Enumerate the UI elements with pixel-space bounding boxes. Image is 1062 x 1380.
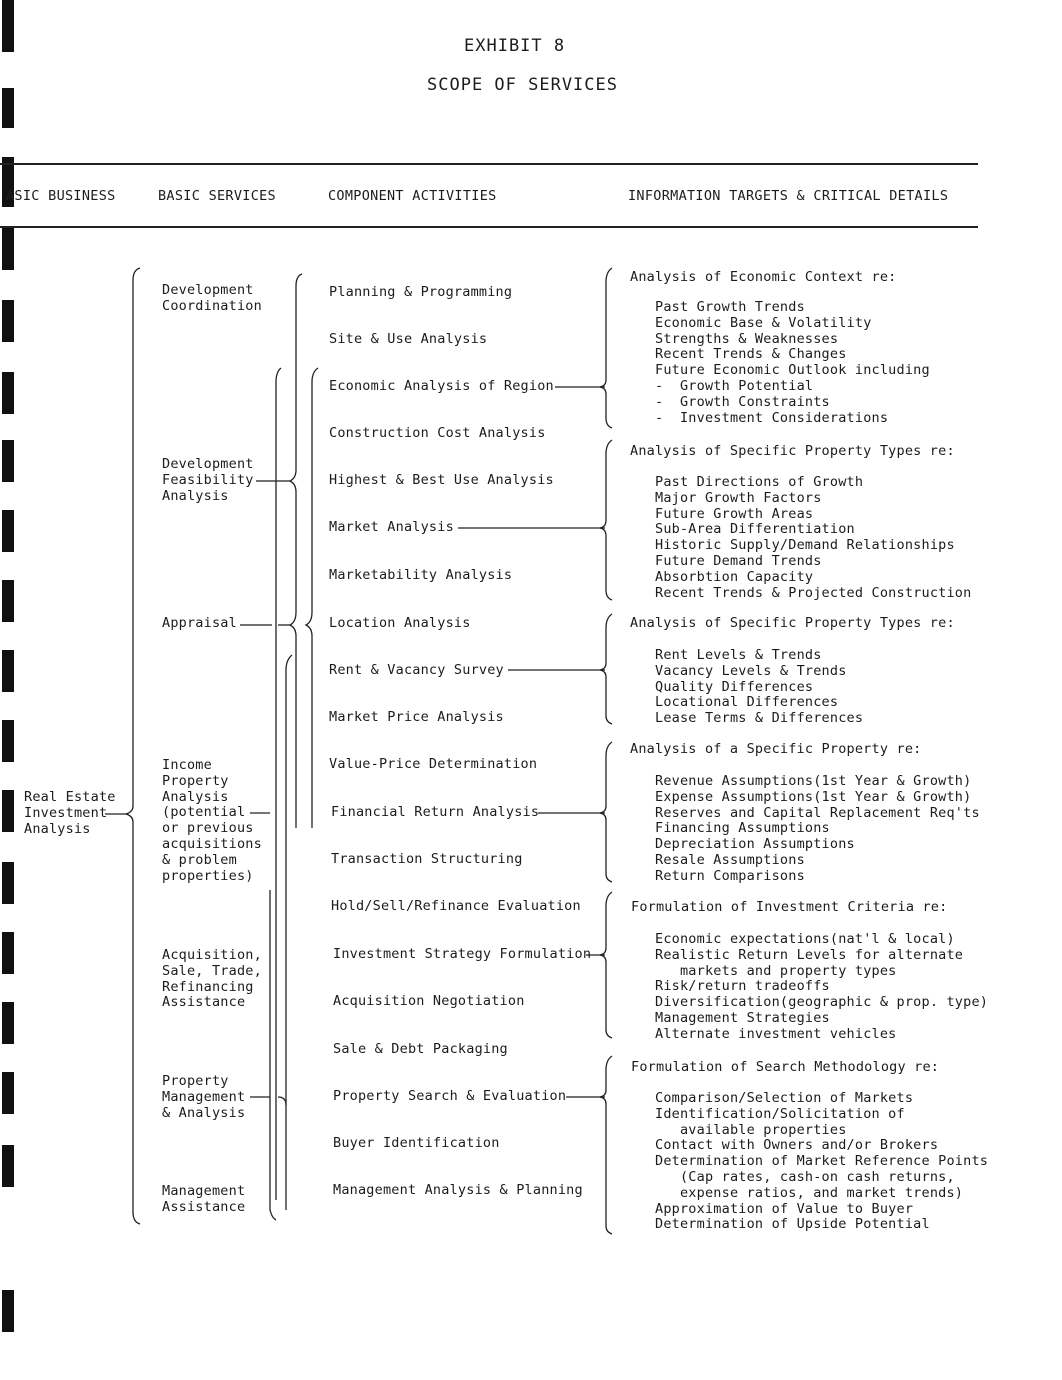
activity-item: Rent & Vacancy Survey (329, 662, 504, 678)
basic-service-income-property: Income Property Analysis (potential or previous acquisitions & problem properties) (162, 757, 262, 884)
activity-item: Economic Analysis of Region (329, 378, 554, 394)
header-component-activities: COMPONENT ACTIVITIES (328, 188, 497, 204)
activity-item: Location Analysis (329, 615, 471, 631)
info-details-search-methodology: Comparison/Selection of Markets Identification/Solicitation of available properties Contact with Owners and/or Brokers Determination of Market Reference Points (Cap rates, cash-on cash returns, expense ratios, and market trends) Approximation of Value to Buyer Determination of Upside Potential (655, 1090, 989, 1233)
activity-item: Transaction Structuring (331, 851, 523, 867)
activity-item: Site & Use Analysis (329, 331, 488, 347)
activity-item: Planning & Programming (329, 284, 513, 300)
info-heading-specific-property: Analysis of a Specific Property re: (630, 741, 922, 757)
activity-item: Construction Cost Analysis (329, 425, 546, 441)
activity-item: Investment Strategy Formulation (333, 946, 592, 962)
activity-item: Sale & Debt Packaging (333, 1041, 508, 1057)
info-details-specific-property: Revenue Assumptions(1st Year & Growth) Expense Assumptions(1st Year & Growth) Reserves and Capital Replacement Req'ts Financing Assumptions Depreciation Assumptions Resale Assumptions Return Comparisons (655, 773, 980, 884)
activity-item: Property Search & Evaluation (333, 1088, 567, 1104)
info-heading-search-methodology: Formulation of Search Methodology re: (631, 1059, 940, 1075)
header-basic-business: ASIC BUSINESS (6, 188, 116, 204)
basic-business-label: Real Estate Investment Analysis (24, 789, 116, 837)
info-heading-property-types-rent: Analysis of Specific Property Types re: (630, 615, 955, 631)
basic-service-acquisition: Acquisition, Sale, Trade, Refinancing Assistance (162, 947, 262, 1011)
basic-service-property-management: Property Management & Analysis (162, 1073, 246, 1121)
exhibit-title: EXHIBIT 8 (464, 36, 566, 56)
info-heading-investment-criteria: Formulation of Investment Criteria re: (631, 899, 948, 915)
activity-item: Buyer Identification (333, 1135, 500, 1151)
info-details-property-types-growth: Past Directions of Growth Major Growth Factors Future Growth Areas Sub-Area Differentiation Historic Supply/Demand Relationships Future Demand Trends Absorbtion Capacity Recent Trends & Projected Construction (655, 474, 972, 601)
basic-service-management-assistance: Management Assistance (162, 1183, 246, 1215)
activity-item: Market Analysis (329, 519, 454, 535)
activity-item: Value-Price Determination (329, 756, 538, 772)
activity-item: Acquisition Negotiation (333, 993, 525, 1009)
basic-service-development-coordination: Development Coordination (162, 282, 262, 314)
header-basic-services: BASIC SERVICES (158, 188, 276, 204)
activity-item: Market Price Analysis (329, 709, 504, 725)
info-details-investment-criteria: Economic expectations(nat'l & local) Realistic Return Levels for alternate markets and property types Risk/return tradeoffs Diversification(geographic & prop. type) Management Strategies Alternate investment vehicles (655, 931, 989, 1042)
exhibit-subtitle: SCOPE OF SERVICES (427, 75, 618, 95)
activity-item: Management Analysis & Planning (333, 1182, 583, 1198)
info-heading-economic-context: Analysis of Economic Context re: (630, 269, 897, 285)
info-details-economic-context: Past Growth Trends Economic Base & Volatility Strengths & Weaknesses Recent Trends & Changes Future Economic Outlook including - Growth Potential - Growth Constraints - Investment Considerations (655, 299, 930, 426)
activity-item: Marketability Analysis (329, 567, 513, 583)
activity-item: Highest & Best Use Analysis (329, 472, 554, 488)
info-details-property-types-rent: Rent Levels & Trends Vacancy Levels & Trends Quality Differences Locational Differences Lease Terms & Differences (655, 647, 864, 727)
activity-item: Financial Return Analysis (331, 804, 540, 820)
basic-service-appraisal: Appraisal (162, 615, 237, 631)
header-information-targets: INFORMATION TARGETS & CRITICAL DETAILS (628, 188, 949, 204)
activity-item: Hold/Sell/Refinance Evaluation (331, 898, 581, 914)
info-heading-property-types-growth: Analysis of Specific Property Types re: (630, 443, 955, 459)
basic-service-development-feasibility: Development Feasibility Analysis (162, 456, 254, 504)
